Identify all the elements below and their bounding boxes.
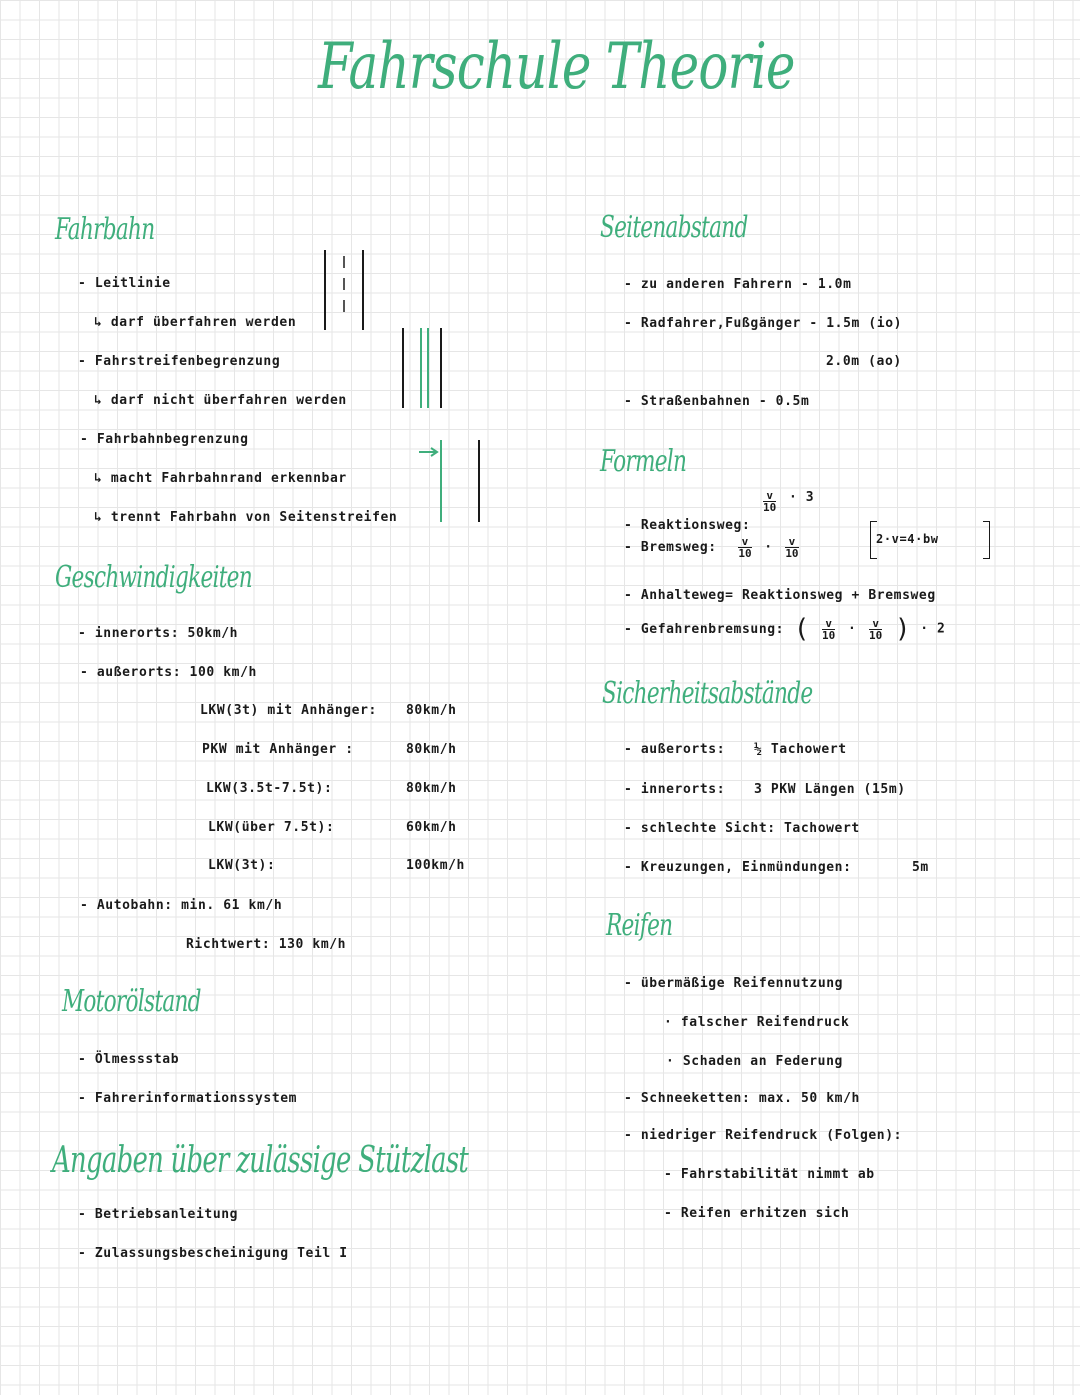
fahrstreifenbegrenzung: - Fahrstreifenbegrenzung [78,354,281,369]
reifen-reifendruck: · falscher Reifendruck [664,1015,850,1030]
speed-row-value: 80km/h [406,742,457,757]
speed-richtwert: Richtwert: 130 km/h [186,937,347,952]
formula-gefahrenbremsung-factor: · 2 [920,621,946,637]
speed-row-label: LKW(über 7.5t): [208,820,335,835]
speed-row-label: PKW mit Anhänger : [202,742,354,757]
speed-row-value: 80km/h [406,703,457,718]
stuetzlast-item: - Betriebsanleitung [78,1207,239,1222]
motoroel-item: - Fahrerinformationssystem [78,1091,298,1106]
fraction-numerator: v [738,536,751,548]
sicherheit-innerorts-label: - innerorts: [624,782,726,797]
speed-row-value: 60km/h [406,820,457,835]
leitlinie-note: ↳ darf überfahren werden [94,315,297,330]
fraction-numerator: v [763,490,776,502]
sicherheit-ausserorts-label: - außerorts: [624,742,726,757]
bremsweg-note: 2·v=4·bw [876,532,939,546]
leitlinie: - Leitlinie [78,276,171,291]
sicherheit-kreuzung-label: - Kreuzungen, Einmündungen: [624,860,852,875]
reifen-schneeketten: - Schneeketten: max. 50 km/h [624,1091,860,1106]
fraction-numerator: v [869,618,882,630]
speed-row-label: LKW(3.5t-7.5t): [206,781,333,796]
formula-bremsweg-dot: · [764,540,773,555]
reifen-federung: · Schaden an Federung [666,1054,843,1069]
heading-sicherheitsabstaende: Sicherheitsabstände [602,676,813,711]
reifen-fahrstabilitaet: - Fahrstabilität nimmt ab [664,1167,875,1182]
speed-row-label: LKW(3t) mit Anhänger: [200,703,377,718]
speed-row-value: 80km/h [406,781,457,796]
arrow-right-icon [418,446,440,458]
fahrbahnbegrenzung-note-2: ↳ trennt Fahrbahn von Seitenstreifen [94,510,398,525]
fahrstreifenbegrenzung-note: ↳ darf nicht überfahren werden [94,393,347,408]
seitenabstand-fahrer: - zu anderen Fahrern - 1.0m [624,277,852,292]
speed-row-value: 100km/h [406,858,465,873]
heading-fahrbahn: Fahrbahn [55,212,155,247]
fraction-denominator: 10 [822,628,836,642]
paren-open: ( [793,614,810,644]
seitenabstand-radfahrer-ao: 2.0m (ao) [826,354,902,369]
sicherheit-sicht-label: - schlechte Sicht: [624,821,776,836]
fraction-numerator: v [822,618,835,630]
formula-anhalteweg: - Anhalteweg= Reaktionsweg + Bremsweg [624,588,936,603]
formula-gefahrenbremsung-label: - Gefahrenbremsung: [624,621,785,637]
formula-bremsweg-label: - Bremsweg: [624,540,717,555]
heading-stuetzlast: Angaben über zulässige Stützlast [52,1140,469,1181]
seitenabstand-strassenbahn: - Straßenbahnen - 0.5m [624,394,810,409]
fahrbahnbegrenzung: - Fahrbahnbegrenzung [80,432,249,447]
fraction-denominator: 10 [763,501,777,514]
formula-reaktionsweg-factor: · 3 [788,490,815,505]
heading-formeln: Formeln [600,444,687,479]
paren-close: ) [894,614,911,644]
fahrbahnbegrenzung-note-1: ↳ macht Fahrbahnrand erkennbar [94,471,347,486]
fraction-numerator: v [785,536,798,548]
fraction-denominator: 10 [738,547,752,560]
reifen-uebermaessig: - übermäßige Reifennutzung [624,976,844,991]
formula-gefahrenbremsung [624,614,945,644]
seitenabstand-radfahrer: - Radfahrer,Fußgänger - 1.5m (io) [624,316,903,331]
fraction-denominator: 10 [785,547,799,560]
speed-row-label: LKW(3t): [208,858,276,873]
heading-motoroelstand: Motorölstand [62,984,201,1019]
bremsweg-note-box [870,521,984,557]
formula-reaktionsweg [624,490,814,533]
formula-reaktionsweg-label: - Reaktionsweg: [624,518,751,533]
fraction-denominator: 10 [869,628,883,642]
sicherheit-kreuzung-value: 5m [912,860,929,875]
sicherheit-innerorts-value: 3 PKW Längen (15m) [754,782,906,797]
speed-ausserorts: - außerorts: 100 km/h [80,665,257,680]
heading-geschwindigkeiten: Geschwindigkeiten [55,560,252,595]
page-title: Fahrschule Theorie [318,30,795,104]
reifen-niedriger-druck: - niedriger Reifendruck (Folgen): [624,1128,903,1143]
formula-bremsweg [624,536,802,559]
heading-reifen: Reifen [606,908,673,943]
heading-seitenabstand: Seitenabstand [600,210,748,245]
speed-autobahn: - Autobahn: min. 61 km/h [80,898,283,913]
gefahr-dot: · [847,621,857,637]
stuetzlast-item: - Zulassungsbescheinigung Teil I [78,1246,348,1261]
speed-innerorts: - innerorts: 50km/h [78,626,239,641]
sicherheit-ausserorts-value: ½ Tachowert [754,742,847,757]
reifen-erhitzen: - Reifen erhitzen sich [664,1206,850,1221]
motoroel-item: - Ölmessstab [78,1052,180,1067]
sicherheit-sicht-value: Tachowert [784,821,860,836]
